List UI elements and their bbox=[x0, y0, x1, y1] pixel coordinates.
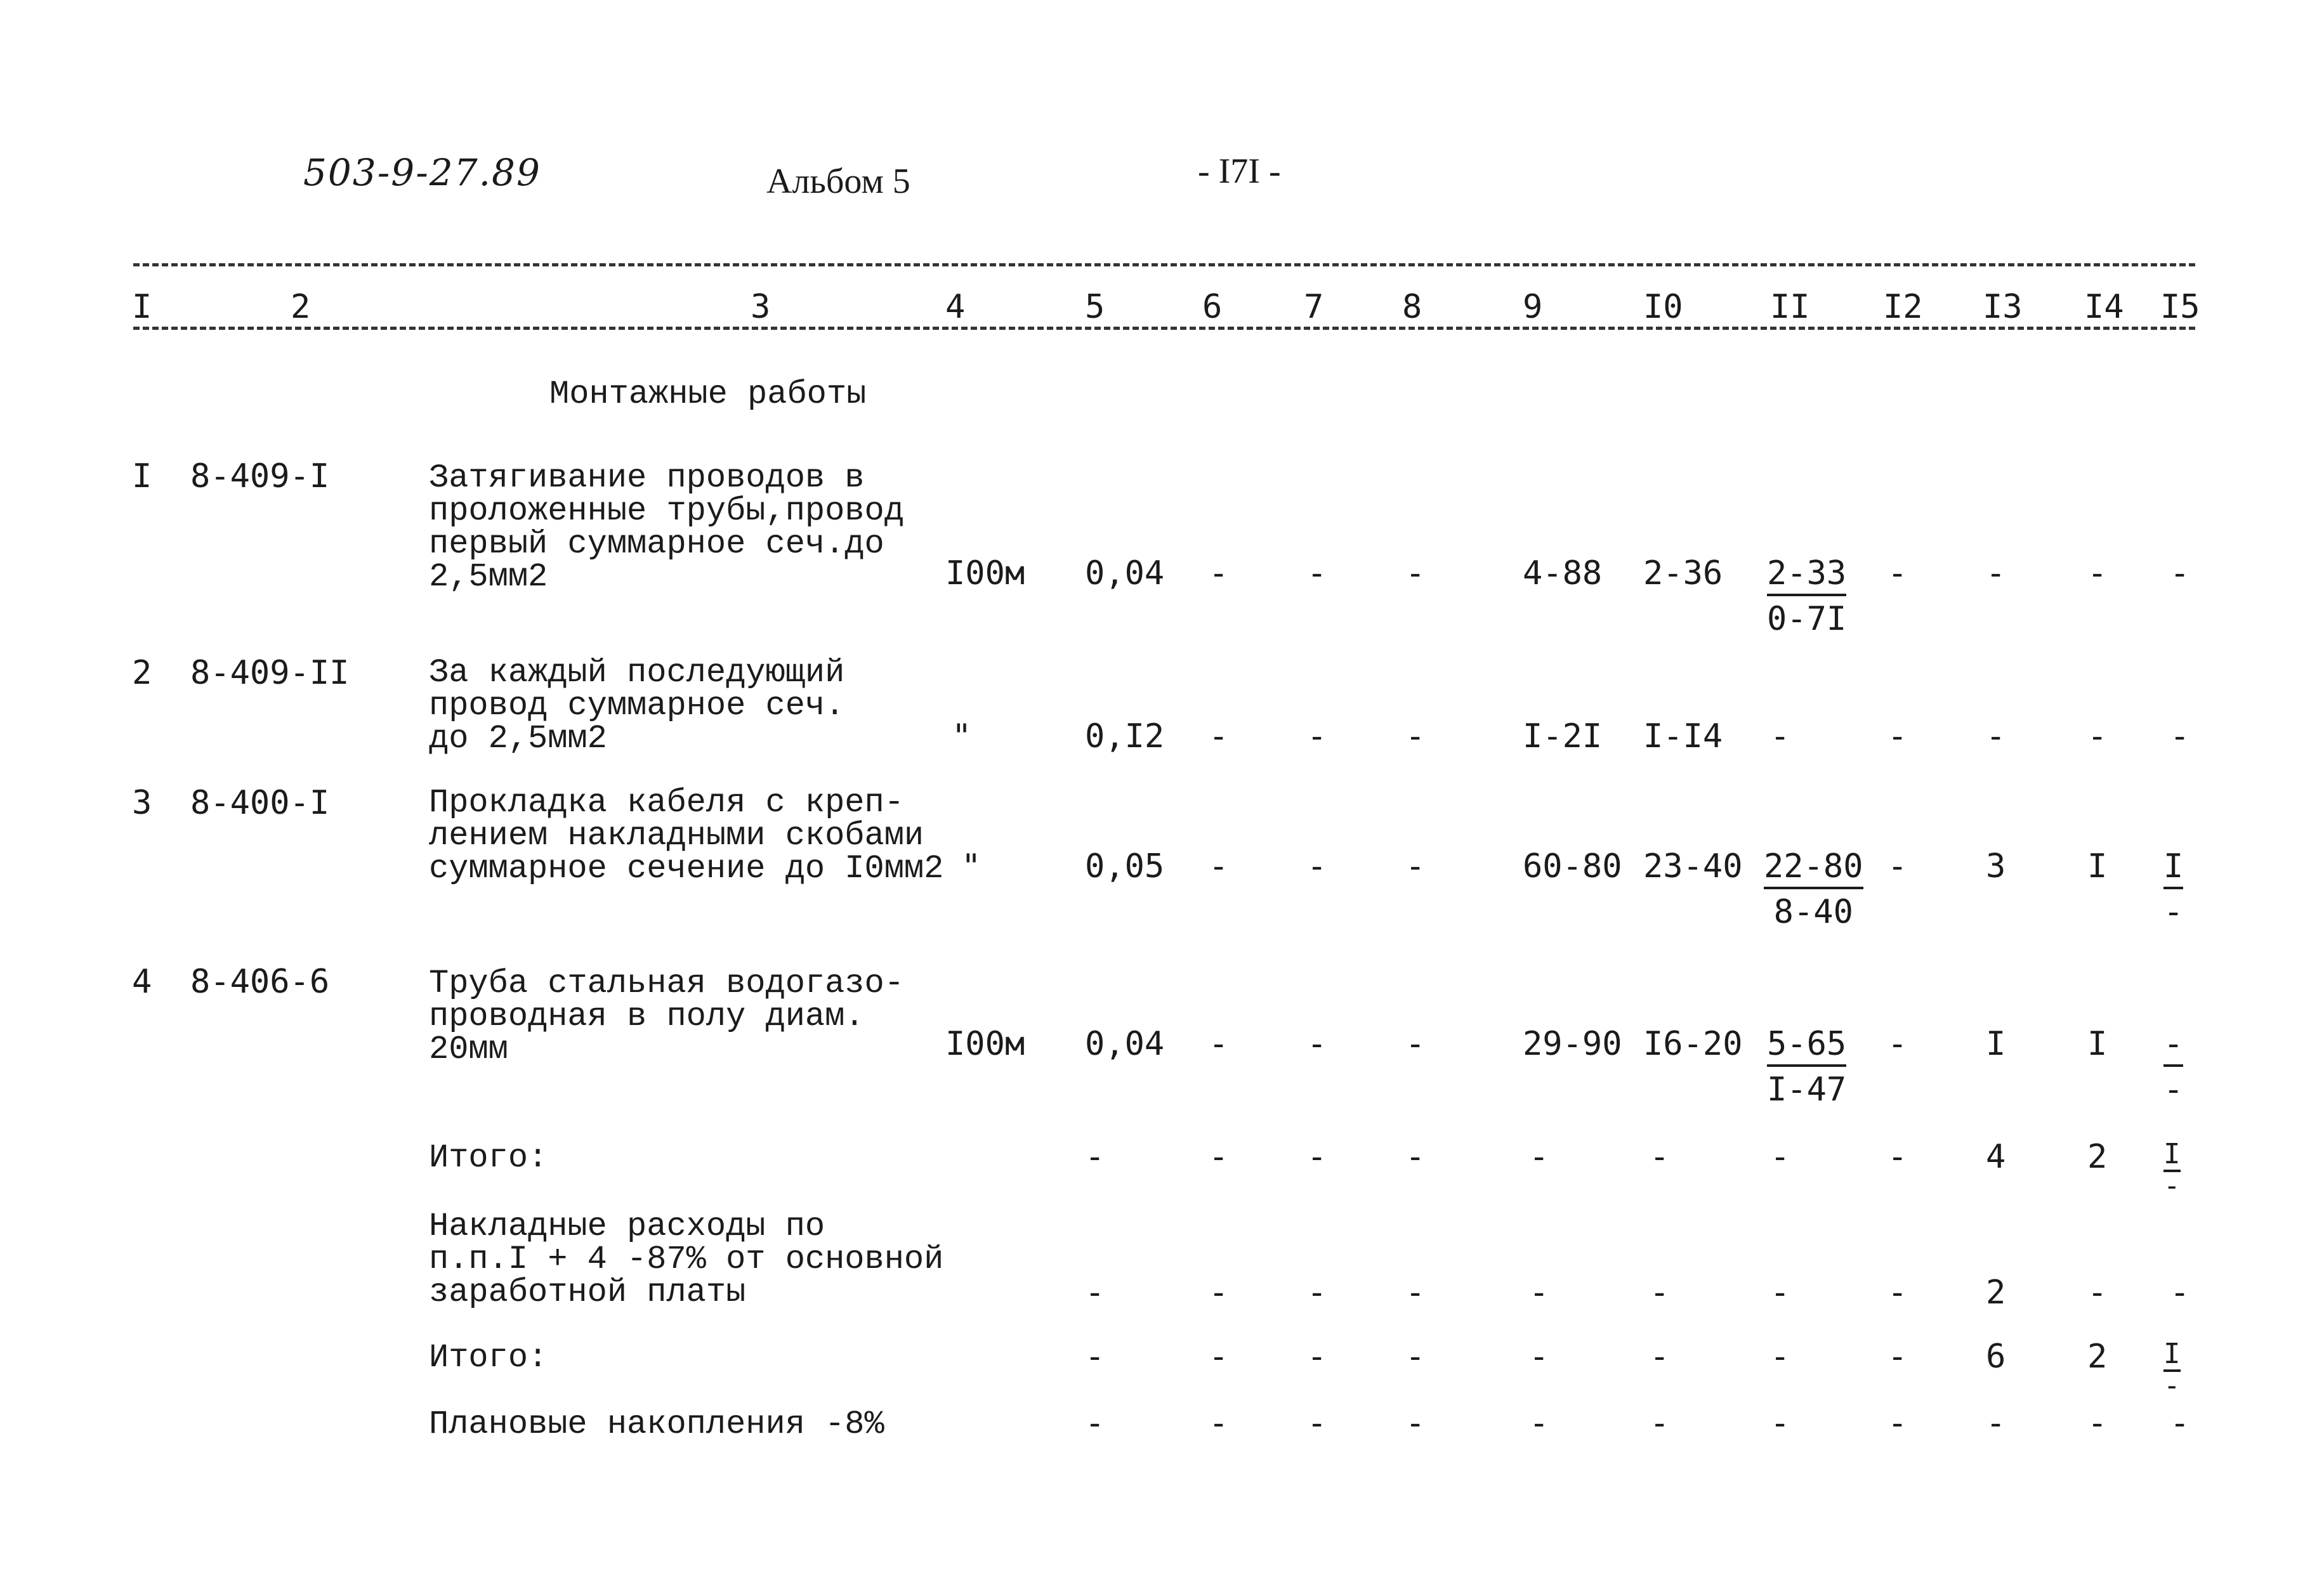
row-col7: - bbox=[1307, 717, 1327, 755]
summary-col5: - bbox=[1085, 1404, 1105, 1442]
summary-col7: - bbox=[1307, 1274, 1327, 1312]
summary-col12: - bbox=[1887, 1338, 1908, 1376]
album-label: Альбом 5 bbox=[766, 162, 910, 201]
summary-col5: - bbox=[1085, 1338, 1105, 1376]
row-col6: - bbox=[1209, 847, 1229, 885]
row-col11-fraction bbox=[1764, 847, 1863, 931]
fraction-denominator: - bbox=[2163, 1071, 2184, 1109]
row-col14: - bbox=[2087, 717, 2108, 755]
row-col12: - bbox=[1887, 554, 1908, 592]
fraction-numerator: I bbox=[2163, 1340, 2181, 1372]
row-col6: - bbox=[1209, 554, 1229, 592]
row-col14: I bbox=[2087, 847, 2108, 885]
fraction-numerator: - bbox=[2163, 1028, 2183, 1067]
row-description: За каждый последующий провод суммарное сеч. до 2,5мм2 bbox=[429, 654, 845, 757]
row-col12: - bbox=[1887, 717, 1908, 755]
summary-col6: - bbox=[1209, 1404, 1229, 1442]
row-unit: " bbox=[961, 847, 981, 885]
row-col9: I-2I bbox=[1523, 717, 1603, 755]
summary-col10: - bbox=[1650, 1274, 1670, 1312]
summary-col15: - bbox=[2170, 1404, 2190, 1442]
fraction-numerator: I bbox=[2163, 850, 2183, 889]
column-header-5: 5 bbox=[1085, 288, 1105, 326]
row-description: Прокладка кабеля с креп- лением накладными скобами суммарное сечение до I0мм2 bbox=[429, 784, 944, 887]
row-col15: - bbox=[2170, 717, 2190, 755]
row-col6: - bbox=[1209, 1025, 1229, 1063]
summary-col11: - bbox=[1770, 1274, 1790, 1312]
document-code: 503-9-27.89 bbox=[303, 151, 541, 194]
summary-col5: - bbox=[1085, 1274, 1105, 1312]
row-unit: " bbox=[952, 717, 972, 755]
row-col12: - bbox=[1887, 1025, 1908, 1063]
summary-col10: - bbox=[1650, 1338, 1670, 1376]
summary-col8: - bbox=[1405, 1274, 1426, 1312]
summary-col13: 6 bbox=[1986, 1338, 2006, 1376]
row-code: 8-406-6 bbox=[190, 963, 330, 1001]
column-header-2: 2 bbox=[291, 288, 311, 326]
column-header-14: I4 bbox=[2084, 288, 2124, 326]
summary-col9: - bbox=[1529, 1138, 1549, 1176]
summary-col12: - bbox=[1887, 1138, 1908, 1176]
row-unit: I00м bbox=[945, 554, 1025, 592]
summary-col9: - bbox=[1529, 1274, 1549, 1312]
summary-col7: - bbox=[1307, 1138, 1327, 1176]
row-col8: - bbox=[1405, 717, 1426, 755]
row-col11-fraction bbox=[1767, 1025, 1847, 1109]
row-col15-fraction bbox=[2163, 1025, 2184, 1109]
fraction-denominator: - bbox=[2163, 1170, 2181, 1202]
summary-col6: - bbox=[1209, 1338, 1229, 1376]
summary-col13: 2 bbox=[1986, 1274, 2006, 1312]
column-header-11: II bbox=[1770, 288, 1810, 326]
fraction-numerator: I bbox=[2163, 1140, 2181, 1172]
row-col9: 4-88 bbox=[1523, 554, 1603, 592]
row-col11-fraction bbox=[1767, 554, 1847, 638]
row-col7: - bbox=[1307, 1025, 1327, 1063]
row-col11: - bbox=[1770, 717, 1790, 755]
row-col7: - bbox=[1307, 847, 1327, 885]
column-header-15: I5 bbox=[2160, 288, 2200, 326]
fraction-denominator: - bbox=[2163, 893, 2184, 931]
summary-col14: 2 bbox=[2087, 1338, 2108, 1376]
row-number: 3 bbox=[132, 784, 152, 822]
fraction-denominator: 0-7I bbox=[1767, 600, 1847, 638]
column-header-9: 9 bbox=[1523, 288, 1543, 326]
summary-col9: - bbox=[1529, 1404, 1549, 1442]
row-col13: - bbox=[1986, 554, 2006, 592]
summary-col10: - bbox=[1650, 1404, 1670, 1442]
row-code: 8-409-I bbox=[190, 457, 330, 495]
row-col13: - bbox=[1986, 717, 2006, 755]
row-code: 8-409-II bbox=[190, 654, 350, 692]
row-col10: I6-20 bbox=[1643, 1025, 1743, 1063]
row-col8: - bbox=[1405, 554, 1426, 592]
summary-col7: - bbox=[1307, 1404, 1327, 1442]
column-header-12: I2 bbox=[1883, 288, 1923, 326]
summary-col9: - bbox=[1529, 1338, 1549, 1376]
summary-label: Итого: bbox=[429, 1139, 548, 1177]
column-header-4: 4 bbox=[945, 288, 966, 326]
summary-col6: - bbox=[1209, 1138, 1229, 1176]
fraction-denominator: 8-40 bbox=[1773, 893, 1853, 931]
row-col14: - bbox=[2087, 554, 2108, 592]
section-title: Монтажные работы bbox=[549, 375, 867, 413]
fraction-numerator: 22-80 bbox=[1764, 850, 1863, 889]
summary-col8: - bbox=[1405, 1404, 1426, 1442]
summary-col14: - bbox=[2087, 1404, 2108, 1442]
summary-col15: - bbox=[2170, 1274, 2190, 1312]
row-number: 2 bbox=[132, 654, 152, 692]
fraction-denominator: - bbox=[2163, 1369, 2181, 1402]
summary-col7: - bbox=[1307, 1338, 1327, 1376]
column-header-3: 3 bbox=[751, 288, 771, 326]
page-number: - I7I - bbox=[1198, 152, 1281, 191]
row-description: Затягивание проводов в проложенные трубы,провод первый суммарное сеч.до 2,5мм2 bbox=[429, 459, 904, 596]
summary-label: Итого: bbox=[429, 1339, 548, 1376]
summary-label: Накладные расходы по п.п.I + 4 -87% от основной заработной платы bbox=[429, 1208, 944, 1311]
column-header-7: 7 bbox=[1304, 288, 1324, 326]
row-quantity: 0,05 bbox=[1085, 847, 1165, 885]
row-description: Труба стальная водогазо- проводная в полу диам. 20мм bbox=[429, 965, 904, 1068]
row-col13: I bbox=[1986, 1025, 2006, 1063]
row-col15-fraction bbox=[2163, 847, 2184, 931]
row-col10: I-I4 bbox=[1643, 717, 1723, 755]
row-quantity: 0,04 bbox=[1085, 554, 1165, 592]
row-number: 4 bbox=[132, 963, 152, 1001]
header-bottom-rule bbox=[133, 327, 2195, 330]
row-col15: - bbox=[2170, 554, 2190, 592]
summary-col15-fraction bbox=[2163, 1140, 2181, 1200]
row-code: 8-400-I bbox=[190, 784, 330, 822]
row-quantity: 0,I2 bbox=[1085, 717, 1165, 755]
fraction-numerator: 2-33 bbox=[1767, 557, 1846, 596]
column-header-1: I bbox=[132, 288, 152, 326]
row-col6: - bbox=[1209, 717, 1229, 755]
row-col12: - bbox=[1887, 847, 1908, 885]
summary-col12: - bbox=[1887, 1404, 1908, 1442]
row-col8: - bbox=[1405, 1025, 1426, 1063]
summary-col6: - bbox=[1209, 1274, 1229, 1312]
summary-col5: - bbox=[1085, 1138, 1105, 1176]
row-col9: 60-80 bbox=[1523, 847, 1622, 885]
summary-col11: - bbox=[1770, 1138, 1790, 1176]
column-header-8: 8 bbox=[1402, 288, 1422, 326]
summary-label: Плановые накопления -8% bbox=[429, 1406, 884, 1443]
header-top-rule bbox=[133, 263, 2195, 266]
summary-col8: - bbox=[1405, 1138, 1426, 1176]
summary-col15-fraction bbox=[2163, 1340, 2181, 1400]
summary-col13: 4 bbox=[1986, 1138, 2006, 1176]
column-header-13: I3 bbox=[1983, 288, 2023, 326]
summary-col14: - bbox=[2087, 1274, 2108, 1312]
row-quantity: 0,04 bbox=[1085, 1025, 1165, 1063]
row-col14: I bbox=[2087, 1025, 2108, 1063]
row-col9: 29-90 bbox=[1523, 1025, 1622, 1063]
fraction-denominator: I-47 bbox=[1767, 1071, 1847, 1109]
row-col13: 3 bbox=[1986, 847, 2006, 885]
summary-col10: - bbox=[1650, 1138, 1670, 1176]
row-col7: - bbox=[1307, 554, 1327, 592]
summary-col11: - bbox=[1770, 1338, 1790, 1376]
summary-col13: - bbox=[1986, 1404, 2006, 1442]
row-col10: 2-36 bbox=[1643, 554, 1723, 592]
summary-col14: 2 bbox=[2087, 1138, 2108, 1176]
row-col8: - bbox=[1405, 847, 1426, 885]
fraction-numerator: 5-65 bbox=[1767, 1028, 1846, 1067]
column-header-10: I0 bbox=[1643, 288, 1683, 326]
row-col10: 23-40 bbox=[1643, 847, 1743, 885]
row-number: I bbox=[132, 457, 152, 495]
row-unit: I00м bbox=[945, 1025, 1025, 1063]
summary-col8: - bbox=[1405, 1338, 1426, 1376]
summary-col11: - bbox=[1770, 1404, 1790, 1442]
column-header-6: 6 bbox=[1202, 288, 1223, 326]
summary-col12: - bbox=[1887, 1274, 1908, 1312]
